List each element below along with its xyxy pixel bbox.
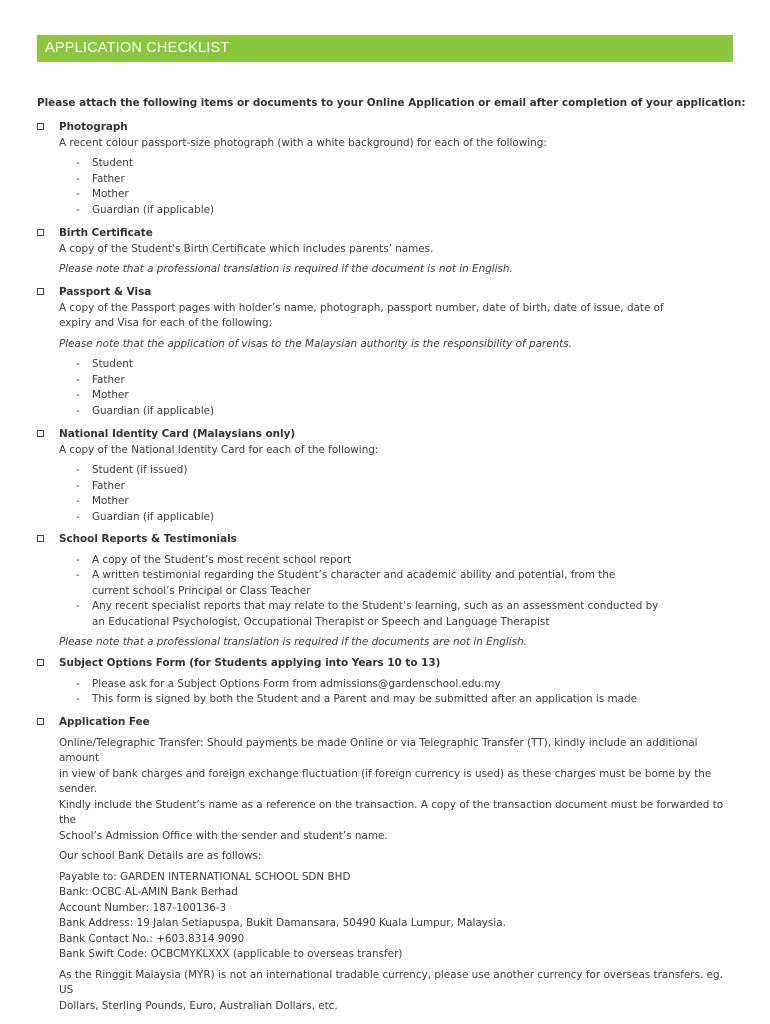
section-note: Please note that a professional translation is required if the documents are not in English.: [59, 636, 527, 648]
section-title: Passport & Visa: [59, 286, 152, 298]
section-title: Subject Options Form (for Students applying into Years 10 to 13): [59, 657, 441, 669]
list-item: - Father: [76, 172, 737, 188]
checkbox[interactable]: [37, 123, 44, 130]
list-item: - Guardian (if applicable): [76, 203, 737, 219]
page-title: APPLICATION CHECKLIST: [37, 35, 733, 62]
section-school-reports: [37, 532, 737, 651]
section-note: Please note that a professional translation is required if the document is not in English.: [59, 263, 513, 275]
list: [76, 553, 737, 631]
checkbox[interactable]: [37, 535, 44, 542]
section-desc: A recent colour passport-size photograph (with a white background) for each of the following:: [59, 136, 547, 149]
section-desc: A copy of the Passport pages with holder’s name, photograph, passport number, date of birth, date of issue, date of: [59, 301, 664, 314]
list-item: - This form is signed by both the Student and a Parent and may be submitted after an application is made: [76, 692, 737, 708]
paragraph-line: Online/Telegraphic Transfer: Should payments be made Online or via Telegraphic Transfer (TT), kindly include an additional amount: [59, 736, 698, 764]
list-item: - A copy of the Student’s most recent school report: [76, 553, 737, 569]
paragraph-line: Kindly include the Student’s name as a reference on the transaction. A copy of the transaction document must be forwarded to the: [59, 798, 724, 826]
list-item: - Student: [76, 156, 737, 172]
checkbox[interactable]: [37, 288, 44, 295]
list-item: - Student: [76, 357, 737, 373]
paragraph-line: School’s Admission Office with the sender and student’s name.: [59, 829, 388, 842]
list-item-line: an Educational Psychologist, Occupational Therapist or Speech and Language Therapist: [92, 615, 550, 628]
section-title: Photograph: [59, 121, 128, 133]
checkbox[interactable]: [37, 718, 44, 725]
currency-paragraph: [59, 968, 737, 1015]
section-title: Birth Certificate: [59, 227, 153, 239]
section-desc: expiry and Visa for each of the following:: [59, 317, 273, 329]
paragraph-line: in view of bank charges and foreign exchange fluctuation (if foreign currency is used) as these charges must be borne by the sender.: [59, 767, 712, 795]
list-item: - Mother: [76, 494, 737, 510]
list: [76, 357, 737, 419]
list-item-line: - Any recent specialist reports that may relate to the Student’s learning, such as an assessment conducted by: [92, 600, 659, 612]
section-national-identity-card: [37, 427, 737, 525]
intro-text: Please attach the following items or documents to your Online Application or email after completion of your application:: [37, 97, 746, 109]
list: [76, 156, 737, 218]
checkbox[interactable]: [37, 659, 44, 666]
section-application-fee: [37, 715, 737, 1014]
section-desc: A copy of the National Identity Card for each of the following:: [59, 443, 379, 456]
checkbox[interactable]: [37, 229, 44, 236]
list: [76, 463, 737, 525]
section-title: National Identity Card (Malaysians only): [59, 428, 296, 440]
list-item: - Guardian (if applicable): [76, 510, 737, 526]
section-note: Please note that the application of visas to the Malaysian authority is the responsibility of parents.: [59, 337, 572, 350]
list-item: - Father: [76, 373, 737, 389]
payment-paragraph: [59, 736, 737, 845]
section-desc: A copy of the Student's Birth Certificate which includes parents’ names.: [59, 242, 434, 255]
list-item: [76, 568, 737, 599]
list-item-line: current school’s Principal or Class Teacher: [92, 584, 311, 597]
bank-detail-line: Payable to: GARDEN INTERNATIONAL SCHOOL SDN BHD: [59, 870, 351, 883]
bank-details: [59, 870, 737, 963]
list: [76, 677, 737, 708]
section-title: School Reports & Testimonials: [59, 533, 237, 545]
bank-detail-line: Account Number: 187-100136-3: [59, 901, 227, 914]
list-item: - Mother: [76, 388, 737, 404]
list-item: - Please ask for a Subject Options Form from admissions@gardenschool.edu.my: [76, 677, 737, 693]
paragraph-line: Dollars, Sterling Pounds, Euro, Australian Dollars, etc.: [59, 999, 338, 1012]
checkbox[interactable]: [37, 430, 44, 437]
section-subject-options-form: [37, 656, 737, 708]
section-photograph: [37, 120, 737, 218]
bank-intro: Our school Bank Details are as follows:: [59, 850, 262, 862]
bank-detail-line: Bank Contact No.: +603.8314 9090: [59, 932, 245, 945]
section-passport-visa: [37, 285, 737, 419]
list-item: - Student (if issued): [76, 463, 737, 479]
list-item-line: - A written testimonial regarding the Student’s character and academic ability and potential, from the: [92, 569, 616, 581]
section-birth-certificate: [37, 226, 737, 278]
section-title: Application Fee: [59, 716, 150, 728]
paragraph-line: As the Ringgit Malaysia (MYR) is not an international tradable currency, please use another currency for overseas transfers. eg. US: [59, 968, 723, 996]
list-item: - Guardian (if applicable): [76, 404, 737, 420]
bank-detail-line: Bank Swift Code: OCBCMYKLXXX (applicable to overseas transfer): [59, 948, 403, 960]
list-item: - Father: [76, 479, 737, 495]
bank-detail-line: Bank: OCBC AL-AMIN Bank Berhad: [59, 886, 238, 898]
bank-detail-line: Bank Address: 19 Jalan Setiapuspa, Bukit Damansara, 50490 Kuala Lumpur, Malaysia.: [59, 917, 506, 929]
list-item: - Mother: [76, 187, 737, 203]
list-item: [76, 599, 737, 630]
